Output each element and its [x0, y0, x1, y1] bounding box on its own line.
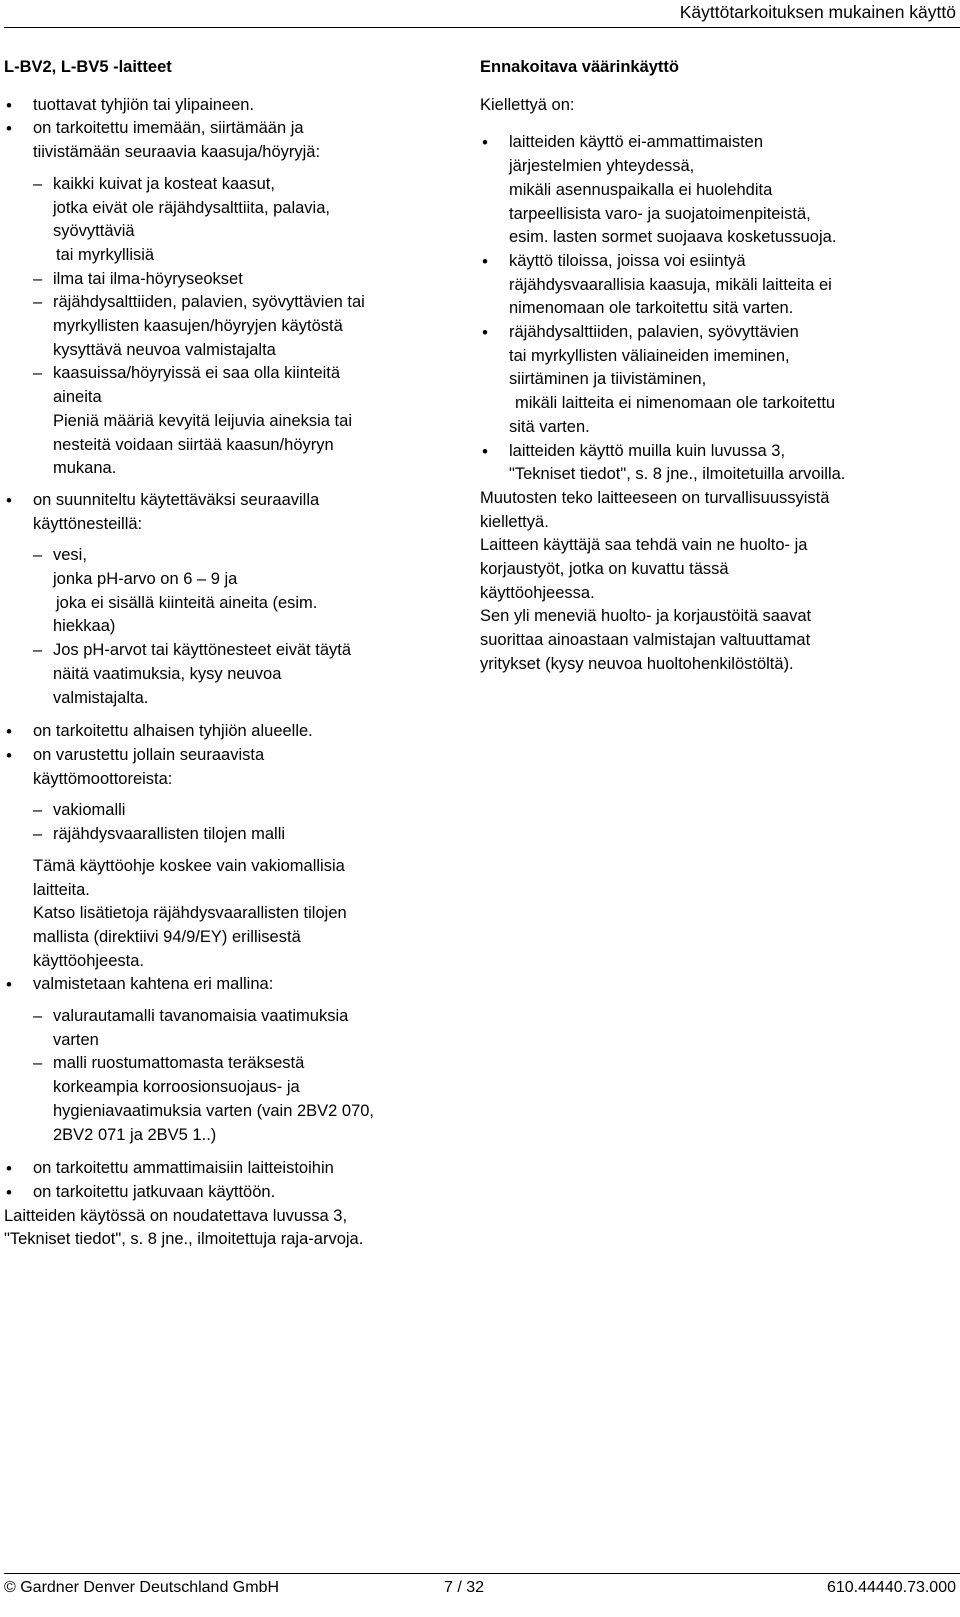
- prohibited-intro: Kiellettyä on:: [480, 95, 575, 114]
- right-column: [480, 56, 950, 677]
- footer-divider: [4, 1573, 960, 1574]
- list-item: • laitteiden käyttö ei-ammattimaisten järjestelmien yhteydessä, mikäli asennuspaikalla ei huolehdita tarpeellisista varo- ja suojatoimenpiteistä, esim. lasten sormet suojaava kosketussuoja.: [480, 131, 950, 250]
- sub-list-item: – ilma tai ilma-höyryseokset: [4, 268, 454, 292]
- page-header-title: Käyttötarkoituksen mukainen käyttö: [679, 2, 956, 22]
- footer-page-number: 7 / 32: [444, 1579, 485, 1596]
- sub-list-item: – kaikki kuivat ja kosteat kaasut, jotka eivät ole räjähdysalttiita, palavia, syövyttäviä tai myrkyllisiä: [4, 173, 454, 268]
- sub-list-item: – valurautamalli tavanomaisia vaatimuksia varten: [4, 1005, 454, 1052]
- section-heading-devices: L-BV2, L-BV5 -laitteet: [4, 58, 172, 76]
- note-paragraph: Tämä käyttöohje koskee vain vakiomallisia laitteita. Katso lisätietoja räjähdysvaarallisten tilojen mallista (direktiivi 94/9/EY) erillisestä käyttöohjeesta.: [33, 856, 347, 970]
- left-column: [4, 56, 454, 1252]
- list-item: • on tarkoitettu jatkuvaan käyttöön.: [4, 1181, 454, 1205]
- header-divider: [4, 27, 960, 28]
- sub-list-item: – vakiomalli: [4, 799, 454, 823]
- section-heading-misuse: Ennakoitava väärinkäyttö: [480, 58, 679, 76]
- list-item: • on suunniteltu käytettäväksi seuraavilla käyttönesteillä:: [4, 489, 454, 536]
- list-item: • käyttö tiloissa, joissa voi esiintyä räjähdysvaarallisia kaasuja, mikäli laitteita ei nimenomaan ole tarkoitettu sitä varten.: [480, 250, 950, 321]
- list-item: • räjähdysalttiiden, palavien, syövyttävien tai myrkyllisten väliaineiden imeminen, siirtäminen ja tiivistäminen, mikäli laitteita ei nimenomaan ole tarkoitettu sitä varten.: [480, 321, 950, 440]
- list-item: • valmistetaan kahtena eri mallina:: [4, 973, 454, 997]
- limits-paragraph: Laitteiden käytössä on noudatettava luvussa 3, "Tekniset tiedot", s. 8 jne., ilmoitettuja raja-arvoja.: [4, 1206, 364, 1249]
- sub-list-item: – räjähdysvaarallisten tilojen malli: [4, 823, 454, 847]
- list-item: • on tarkoitettu imemään, siirtämään ja tiivistämään seuraavia kaasuja/höyryjä:: [4, 117, 454, 164]
- list-item: • on tarkoitettu ammattimaisiin laitteistoihin: [4, 1157, 454, 1181]
- sub-list-item: – räjähdysalttiiden, palavien, syövyttävien tai myrkyllisten kaasujen/höyryjen käytöstä kysyttävä neuvoa valmistajalta: [4, 291, 454, 362]
- list-item: • laitteiden käyttö muilla kuin luvussa 3, "Tekniset tiedot", s. 8 jne., ilmoitetuilla arvoilla.: [480, 440, 950, 487]
- footer-company: © Gardner Denver Deutschland GmbH: [4, 1579, 280, 1596]
- footer-document-number: 610.44440.73.000: [826, 1579, 956, 1596]
- sub-list-item: – kaasuissa/höyryissä ei saa olla kiinteitä aineita Pieniä määriä kevyitä leijuvia aineksia tai nesteitä voidaan siirtää kaasun/höyryn mukana.: [4, 362, 454, 481]
- list-item: • on tarkoitettu alhaisen tyhjiön alueelle.: [4, 720, 454, 744]
- sub-list-item: – Jos pH-arvot tai käyttönesteet eivät täytä näitä vaatimuksia, kysy neuvoa valmistajalta.: [4, 639, 454, 710]
- list-item: • on varustettu jollain seuraavista käyttömoottoreista:: [4, 744, 454, 791]
- sub-list-item: – malli ruostumattomasta teräksestä korkeampia korroosionsuojaus- ja hygieniavaatimuksia varten (vain 2BV2 070, 2BV2 071 ja 2BV5 1..): [4, 1052, 454, 1147]
- list-item: • tuottavat tyhjiön tai ylipaineen.: [4, 94, 454, 118]
- sub-list-item: – vesi, jonka pH-arvo on 6 – 9 ja joka ei sisällä kiinteitä aineita (esim. hiekkaa): [4, 544, 454, 639]
- modification-paragraph: Muutosten teko laitteeseen on turvallisuussyistä kiellettyä. Laitteen käyttäjä saa tehdä vain ne huolto- ja korjaustyöt, jotka on kuvattu tässä käyttöohjeessa. Sen yli meneviä huolto- ja korjaustöitä saavat suorittaa ainoastaan valmistajan valtuuttamat yritykset (kysy neuvoa huoltohenkilöstöltä).: [480, 488, 830, 673]
